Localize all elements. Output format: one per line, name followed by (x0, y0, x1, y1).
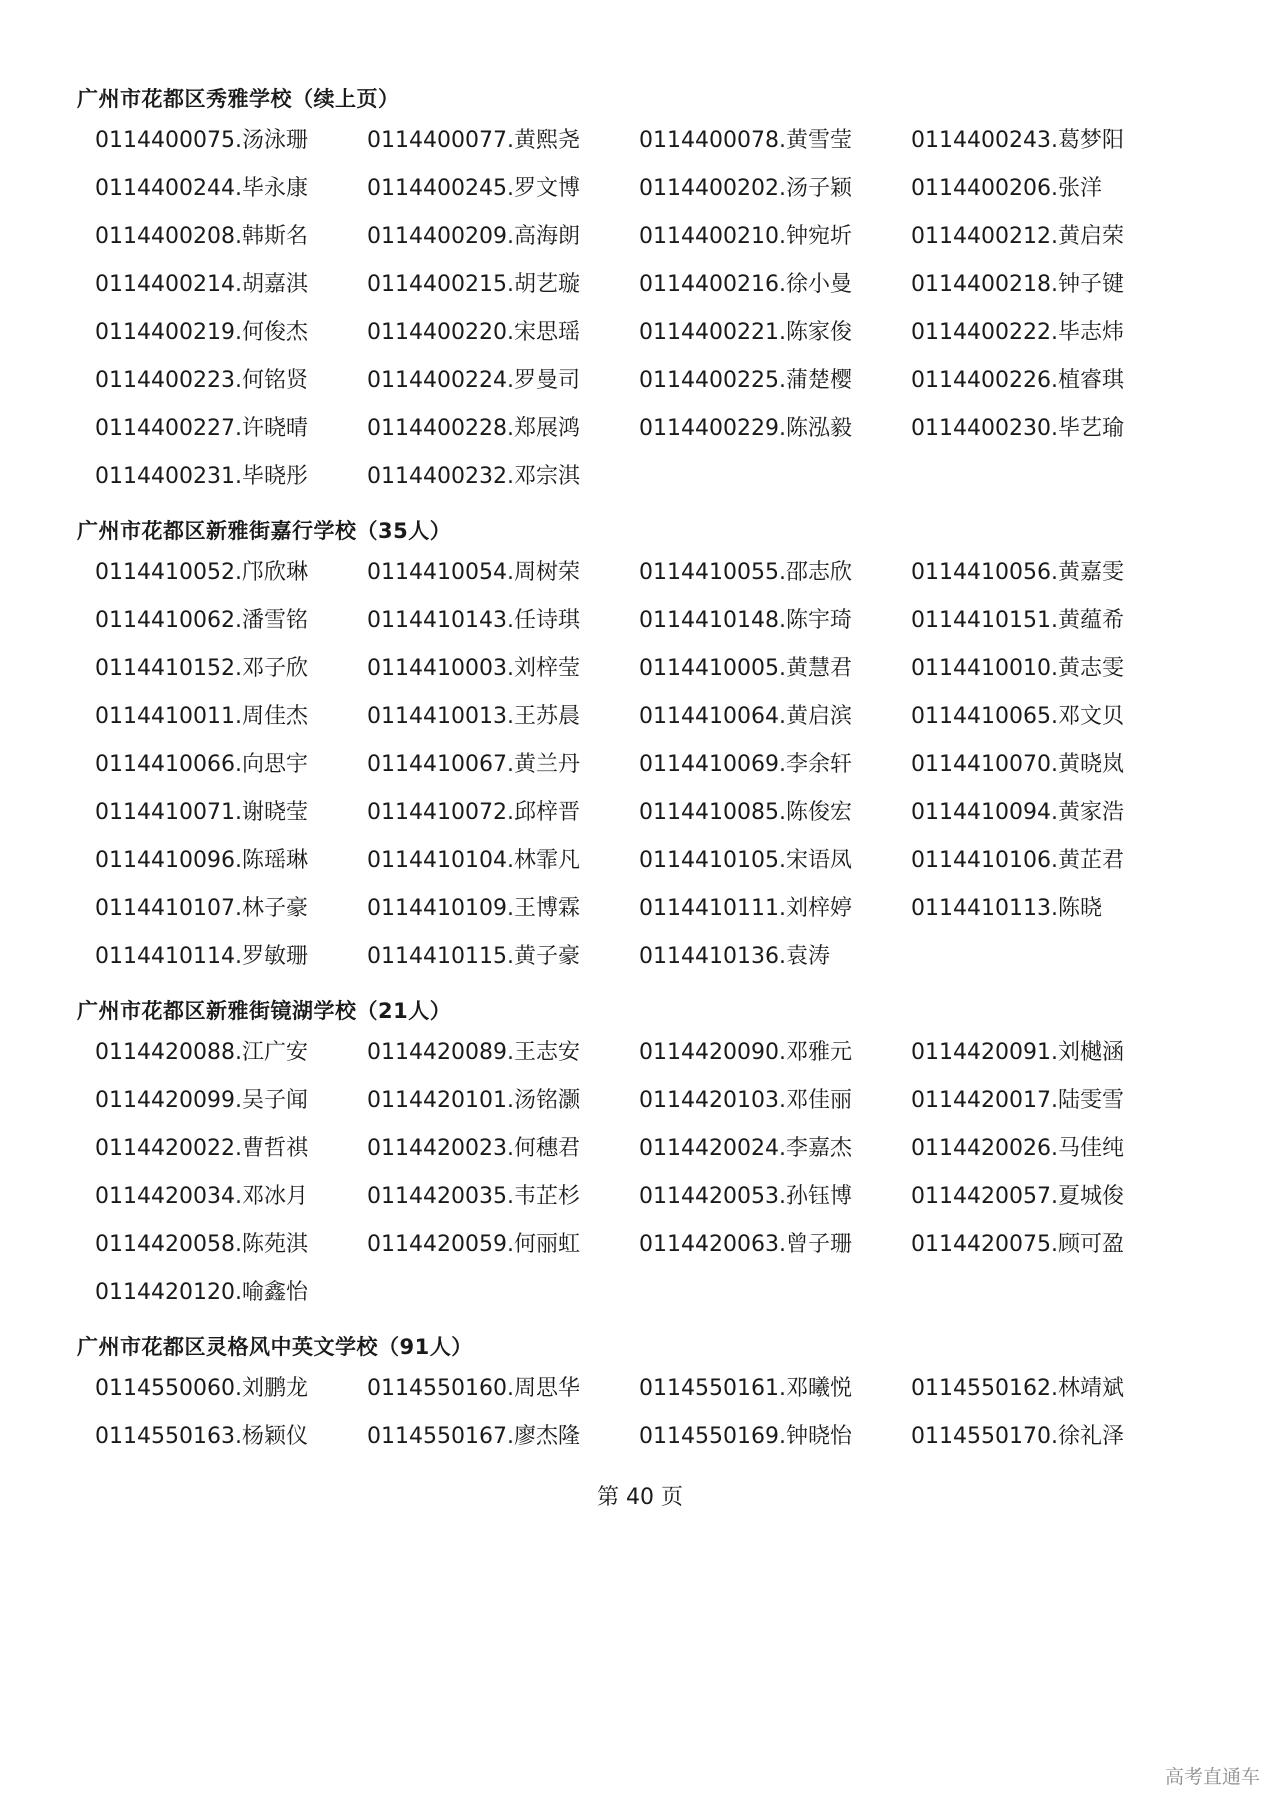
student-entry: 0114410067.黄兰丹 (367, 752, 580, 777)
student-entry: 0114410094.黄家浩 (911, 800, 1124, 825)
student-entry: 0114400209.高海朗 (367, 224, 580, 249)
school-title: 广州市花都区灵格风中英文学校（91人） (77, 1335, 473, 1359)
school-section (77, 996, 1217, 1326)
student-entry: 0114400075.汤泳珊 (95, 128, 308, 153)
student-entry: 0114410064.黄启滨 (639, 704, 852, 729)
student-entry: 0114410152.邓子欣 (95, 656, 308, 681)
student-entry: 0114420026.马佳纯 (911, 1136, 1124, 1161)
student-entry: 0114410066.向思宇 (95, 752, 308, 777)
student-entry: 0114410072.邱梓晋 (367, 800, 580, 825)
student-entry: 0114400228.郑展鸿 (367, 416, 580, 441)
student-entry: 0114400232.邓宗淇 (367, 464, 580, 489)
student-entry: 0114400229.陈泓毅 (639, 416, 852, 441)
student-list (77, 558, 1217, 990)
student-entry: 0114410069.李余轩 (639, 752, 852, 777)
student-entry: 0114410106.黄芷君 (911, 848, 1124, 873)
student-entry: 0114410003.刘梓莹 (367, 656, 580, 681)
student-entry: 0114400202.汤子颖 (639, 176, 852, 201)
student-entry: 0114410111.刘梓婷 (639, 896, 852, 921)
school-section (77, 516, 1217, 990)
student-entry: 0114420053.孙钰博 (639, 1184, 852, 1209)
student-entry: 0114550167.廖杰隆 (367, 1424, 580, 1449)
student-entry: 0114400218.钟子键 (911, 272, 1124, 297)
student-entry: 0114410062.潘雪铭 (95, 608, 308, 633)
student-entry: 0114550170.徐礼泽 (911, 1424, 1124, 1449)
student-entry: 0114410011.周佳杰 (95, 704, 308, 729)
student-entry: 0114550160.周思华 (367, 1376, 580, 1401)
watermark-text: 高考直通车 (1164, 1766, 1260, 1788)
student-entry: 0114420101.汤铭灏 (367, 1088, 580, 1113)
student-entry: 0114400219.何俊杰 (95, 320, 308, 345)
student-entry: 0114410096.陈瑶琳 (95, 848, 308, 873)
student-entry: 0114550169.钟晓怡 (639, 1424, 852, 1449)
student-entry: 0114410013.王苏晨 (367, 704, 580, 729)
student-entry: 0114410055.邵志欣 (639, 560, 852, 585)
student-entry: 0114420088.江广安 (95, 1040, 308, 1065)
student-entry: 0114410010.黄志雯 (911, 656, 1124, 681)
student-entry: 0114420091.刘樾涵 (911, 1040, 1124, 1065)
student-entry: 0114420075.顾可盈 (911, 1232, 1124, 1257)
student-entry: 0114410148.陈宇琦 (639, 608, 852, 633)
student-entry: 0114410107.林子豪 (95, 896, 308, 921)
student-entry: 0114410136.袁涛 (639, 944, 830, 969)
student-entry: 0114410056.黄嘉雯 (911, 560, 1124, 585)
school-title: 广州市花都区新雅街嘉行学校（35人） (77, 519, 452, 543)
student-entry: 0114400214.胡嘉淇 (95, 272, 308, 297)
student-entry: 0114400216.徐小曼 (639, 272, 852, 297)
student-entry: 0114400225.蒲楚樱 (639, 368, 852, 393)
student-entry: 0114400227.许晓晴 (95, 416, 308, 441)
student-entry: 0114410113.陈晓 (911, 896, 1102, 921)
student-entry: 0114420058.陈苑淇 (95, 1232, 308, 1257)
student-entry: 0114410109.王博霖 (367, 896, 580, 921)
student-entry: 0114410054.周树荣 (367, 560, 580, 585)
student-entry: 0114400223.何铭贤 (95, 368, 308, 393)
student-entry: 0114410070.黄晓岚 (911, 752, 1124, 777)
student-entry: 0114400212.黄启荣 (911, 224, 1124, 249)
student-entry: 0114400245.罗文博 (367, 176, 580, 201)
student-list (77, 1038, 1217, 1326)
school-section (77, 1332, 1217, 1470)
student-entry: 0114400220.宋思瑶 (367, 320, 580, 345)
student-entry: 0114410104.林霏凡 (367, 848, 580, 873)
student-entry: 0114400243.葛梦阳 (911, 128, 1124, 153)
student-entry: 0114420057.夏城俊 (911, 1184, 1124, 1209)
school-title: 广州市花都区新雅街镜湖学校（21人） (77, 999, 452, 1023)
student-entry: 0114420089.王志安 (367, 1040, 580, 1065)
student-entry: 0114410052.邝欣琳 (95, 560, 308, 585)
student-entry: 0114420120.喻鑫怡 (95, 1280, 308, 1305)
student-entry: 0114420090.邓雅元 (639, 1040, 852, 1065)
student-entry: 0114550161.邓曦悦 (639, 1376, 852, 1401)
student-entry: 0114420099.吴子闻 (95, 1088, 308, 1113)
school-title: 广州市花都区秀雅学校（续上页） (77, 87, 400, 111)
student-entry: 0114410085.陈俊宏 (639, 800, 852, 825)
student-entry: 0114410143.任诗琪 (367, 608, 580, 633)
student-entry: 0114400208.韩斯名 (95, 224, 308, 249)
student-entry: 0114400230.毕艺瑜 (911, 416, 1124, 441)
student-entry: 0114400226.植睿琪 (911, 368, 1124, 393)
student-entry: 0114400221.陈家俊 (639, 320, 852, 345)
student-entry: 0114420103.邓佳丽 (639, 1088, 852, 1113)
student-entry: 0114400206.张洋 (911, 176, 1102, 201)
student-list (77, 126, 1217, 510)
page-number: 第 40 页 (597, 1485, 683, 1510)
student-entry: 0114550060.刘鹏龙 (95, 1376, 308, 1401)
student-entry: 0114410151.黄蕴希 (911, 608, 1124, 633)
student-entry: 0114400231.毕晓彤 (95, 464, 308, 489)
student-entry: 0114400215.胡艺璇 (367, 272, 580, 297)
student-entry: 0114550162.林靖斌 (911, 1376, 1124, 1401)
student-list (77, 1374, 1217, 1470)
student-entry: 0114410071.谢晓莹 (95, 800, 308, 825)
student-entry: 0114400244.毕永康 (95, 176, 308, 201)
student-entry: 0114410065.邓文贝 (911, 704, 1124, 729)
student-entry: 0114420035.韦芷杉 (367, 1184, 580, 1209)
student-entry: 0114400224.罗曼司 (367, 368, 580, 393)
student-entry: 0114410105.宋语凤 (639, 848, 852, 873)
student-entry: 0114410114.罗敏珊 (95, 944, 308, 969)
student-entry: 0114420023.何穗君 (367, 1136, 580, 1161)
school-section (77, 84, 1217, 510)
student-entry: 0114420034.邓冰月 (95, 1184, 308, 1209)
student-entry: 0114420022.曹哲祺 (95, 1136, 308, 1161)
student-entry: 0114410005.黄慧君 (639, 656, 852, 681)
student-entry: 0114420059.何丽虹 (367, 1232, 580, 1257)
student-entry: 0114400222.毕志炜 (911, 320, 1124, 345)
student-entry: 0114400210.钟宛圻 (639, 224, 852, 249)
page-content (77, 84, 1217, 1470)
student-entry: 0114410115.黄子豪 (367, 944, 580, 969)
student-entry: 0114420024.李嘉杰 (639, 1136, 852, 1161)
student-entry: 0114550163.杨颖仪 (95, 1424, 308, 1449)
student-entry: 0114420063.曾子珊 (639, 1232, 852, 1257)
student-entry: 0114400078.黄雪莹 (639, 128, 852, 153)
student-entry: 0114400077.黄熙尧 (367, 128, 580, 153)
student-entry: 0114420017.陆雯雪 (911, 1088, 1124, 1113)
